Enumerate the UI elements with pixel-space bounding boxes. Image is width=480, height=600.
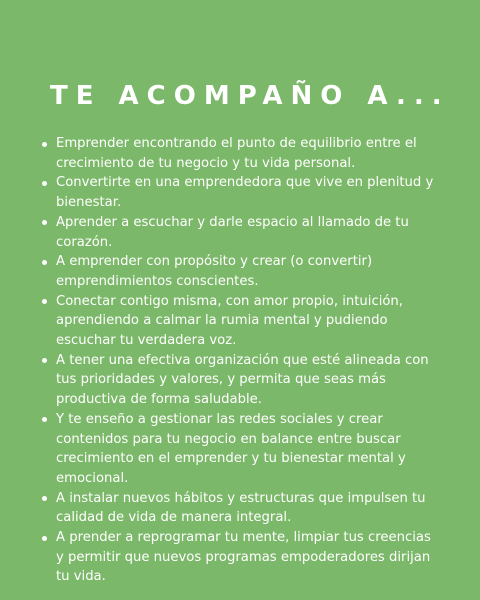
bullet-icon <box>42 260 47 265</box>
list-item-text: Emprender encontrando el punto de equilibrio entre el crecimiento de tu negocio y tu vida personal. <box>56 136 417 171</box>
bullet-icon <box>42 142 47 147</box>
bullet-icon <box>42 536 47 541</box>
list-item <box>40 351 440 410</box>
list-item-text: Convertirte en una emprendedora que vive en plenitud y bienestar. <box>56 175 434 211</box>
bullet-icon <box>42 220 47 225</box>
bullet-icon <box>42 299 47 304</box>
bullet-icon <box>42 358 47 363</box>
list-item <box>40 173 440 212</box>
list-item <box>40 410 440 489</box>
list-item-text: A emprender con propósito y crear (o convertir) emprendimientos conscientes. <box>56 254 373 289</box>
bullet-icon <box>42 417 47 422</box>
list-item-text: A tener una efectiva organización que esté alineada con tus prioridades y valores, y permita que seas más productiva de forma saludable. <box>56 352 429 408</box>
list-item-text: Y te enseño a gestionar las redes sociales y crear contenidos para tu negocio en balance entre buscar crecimiento en el emprender y tu bienestar mental y emocional. <box>56 411 406 486</box>
list-item <box>40 213 440 252</box>
list-item-text: A prender a reprogramar tu mente, limpiar tus creencias y permitir que nuevos programas empoderadores dirijan tu vida. <box>56 530 431 585</box>
list-item <box>40 489 440 528</box>
benefits-list <box>40 134 440 587</box>
list-item <box>40 292 440 351</box>
list-item <box>40 528 440 587</box>
list-item <box>40 252 440 291</box>
list-item <box>40 134 440 173</box>
list-item-text: Aprender a escuchar y darle espacio al llamado de tu corazón. <box>56 214 409 250</box>
list-item-text: A instalar nuevos hábitos y estructuras que impulsen tu calidad de vida de manera integral. <box>56 490 426 526</box>
bullet-icon <box>42 181 47 186</box>
bullet-icon <box>42 496 47 501</box>
page-title: TE ACOMPAÑO A... <box>50 81 450 111</box>
list-item-text: Conectar contigo misma, con amor propio, intuición, aprendiendo a calmar la rumia mental y pudiendo escuchar tu verdadera voz. <box>56 293 403 349</box>
